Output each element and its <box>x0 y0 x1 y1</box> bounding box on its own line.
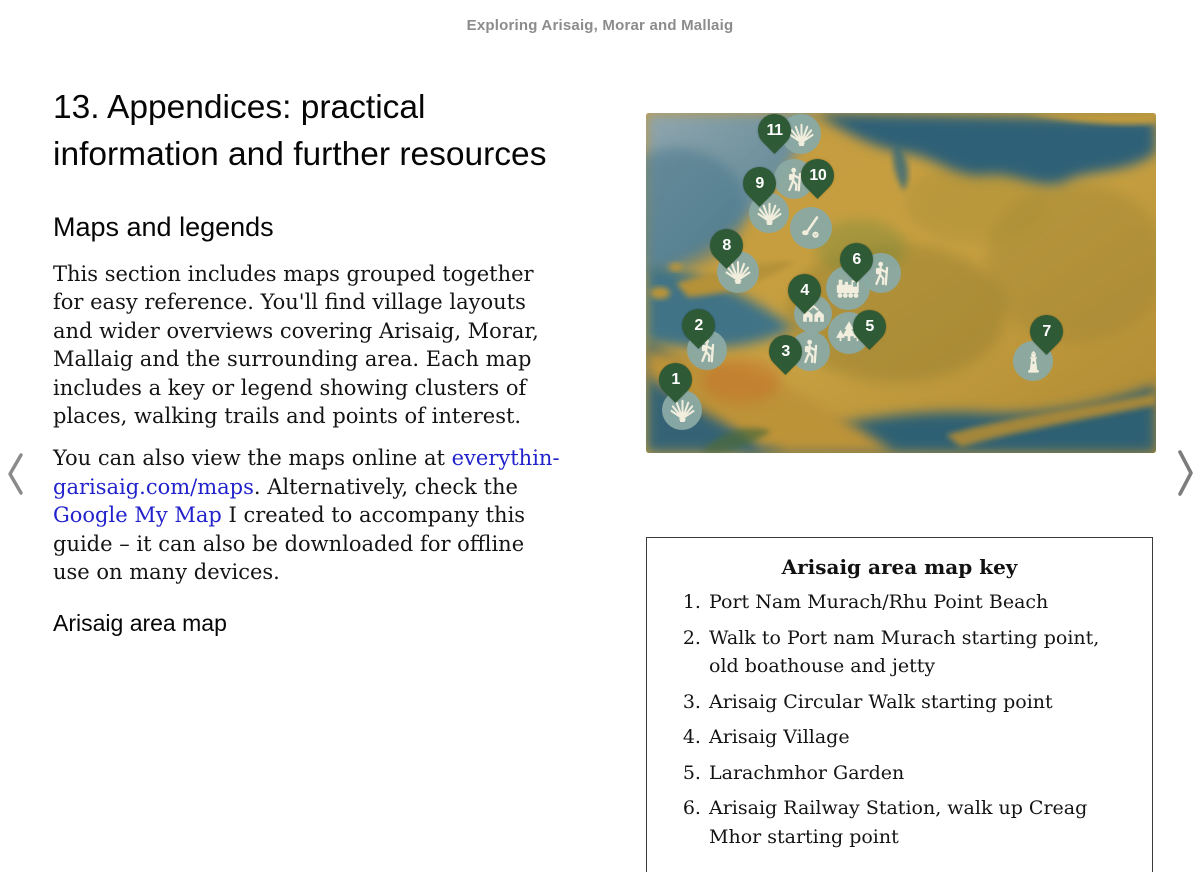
links-paragraph-text-3: I created to accompany this guide – it can also be downloaded for offline use on many devices. <box>53 503 526 585</box>
map-key-item: 4. Arisaig Village <box>707 723 1126 752</box>
map-key-item: 2. Walk to Port nam Murach starting point, old boathouse and jetty <box>707 624 1126 681</box>
chevron-left-icon <box>6 451 24 497</box>
links-paragraph-text-1: You can also view the maps online at <box>53 446 452 471</box>
section-heading: Maps and legends <box>53 212 274 242</box>
pin-number: 6 <box>851 250 861 268</box>
pin-number: 2 <box>693 316 703 334</box>
map-key-list <box>647 588 1152 851</box>
maps-link[interactable]: everythingarisaig.com/maps <box>53 446 560 499</box>
prev-page-button[interactable] <box>6 451 24 497</box>
pin-number: 1 <box>670 370 680 388</box>
intro-paragraph <box>53 260 567 430</box>
map-key-item: 3. Arisaig Circular Walk starting point <box>707 688 1126 717</box>
chapter-heading: 13. Appendices: practical information and further resources <box>53 89 547 173</box>
pin-number: 3 <box>780 342 790 360</box>
map-subheading: Arisaig area map <box>53 610 227 637</box>
pin-number: 7 <box>1041 322 1051 340</box>
map-key-item: 6. Arisaig Railway Station, walk up Creag Mhor starting point <box>707 794 1126 851</box>
golf-icon <box>790 207 832 249</box>
pin-number: 11 <box>765 121 783 139</box>
map-key-item: 1. Port Nam Murach/Rhu Point Beach <box>707 588 1126 617</box>
pin-number: 4 <box>799 281 809 299</box>
pin-number: 10 <box>808 166 826 184</box>
intro-text: This section includes maps grouped together for easy reference. You'll find village layouts and wider overviews covering Arisaig, Morar, Mallaig and the surrounding area. Each map includes a key or legend showing clusters of places, walking trails and points of interest. <box>53 262 539 429</box>
book-title: Exploring Arisaig, Morar and Mallaig <box>466 17 734 34</box>
google-my-map-link[interactable]: Google My Map <box>53 503 222 528</box>
pin-number: 5 <box>864 317 874 335</box>
links-paragraph-text-2: . Alternatively, check the <box>253 474 518 499</box>
pin-number: 9 <box>754 174 764 192</box>
next-page-button[interactable] <box>1177 448 1195 498</box>
links-paragraph <box>53 444 567 586</box>
map-key-title: Arisaig area map key <box>781 555 1018 579</box>
map-key-box <box>646 537 1153 872</box>
map-key-item: 5. Larachmhor Garden <box>707 759 1126 788</box>
pin-number: 8 <box>721 236 731 254</box>
chevron-right-icon <box>1177 448 1195 498</box>
article-column <box>53 84 567 637</box>
area-map[interactable] <box>646 113 1156 453</box>
